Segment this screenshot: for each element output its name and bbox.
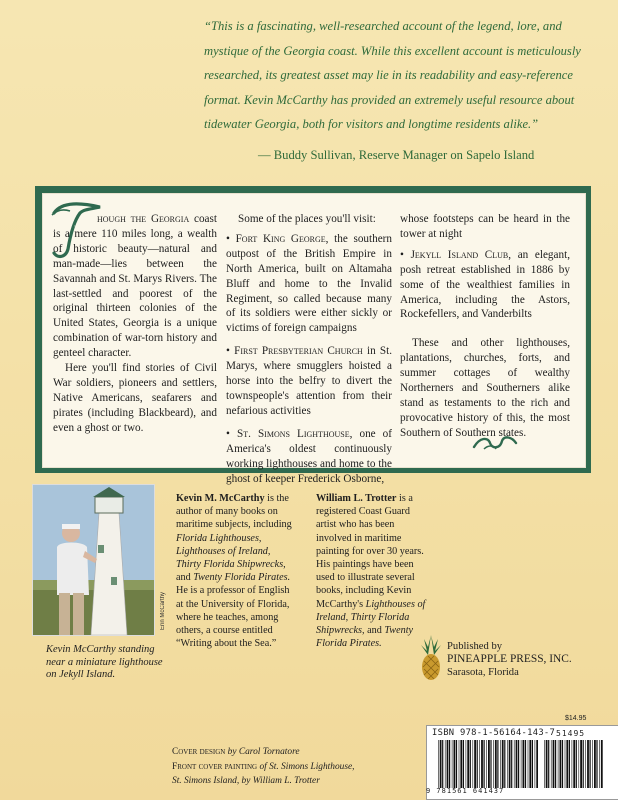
barcode-bar xyxy=(601,740,603,788)
barcode-addon-bars xyxy=(544,740,604,788)
lead-in-text: coast is a mere 110 miles long, a wealth of historic beauty—natural and man-made—lies between the Savannah and St. Marys Rivers. The last-settled and poorest of the original thirteen colonies of the United States, Georgia is a unique combination of war-torn history and genteel character. xyxy=(53,213,217,360)
barcode-bar xyxy=(490,740,491,788)
barcode-bar xyxy=(488,740,490,788)
flourish-ornament-icon xyxy=(470,433,520,453)
price-label: $14.95 xyxy=(565,715,587,722)
barcode-bar xyxy=(569,740,570,788)
barcode-bar xyxy=(562,740,563,788)
place-item: • First Presbyterian Church in St. Marys, where smugglers hoisted a horse into the belfry to divert the townspeople's attention from their nefarious activities xyxy=(226,345,393,417)
barcode-bar xyxy=(481,740,483,788)
description-column-1 xyxy=(53,212,217,436)
barcode-bar xyxy=(460,740,462,788)
intro-paragraph-2: Here you'll find stories of Civil War soldiers, pioneers and settlers, Native Americans, seafarers and pirates (including Blackbeard), and even a ghost or two. xyxy=(53,362,217,434)
barcode-bar xyxy=(484,740,485,788)
barcode-bar xyxy=(511,740,512,788)
author-bio: Kevin M. McCarthy is the author of many books on maritime subjects, including Florida Lighthouses, Lighthouses of Ireland, Thirty Florida Shipwrecks, and Twenty Florida Pirates. He is a professor of English at the University of Florida, where he teaches, among others, a course entitled “Writing about the Sea.” xyxy=(176,493,292,650)
barcode-bars xyxy=(438,740,538,788)
closing-paragraph: These and other lighthouses, plantations, churches, forts, and summer cottages of wealthy Northerners and Southerners alike stand as testaments to the rich and provocative history of this, the most Southern of Southern states. xyxy=(400,337,570,439)
author-photo xyxy=(32,484,155,636)
place-item: • St. Simons Lighthouse, one of America's oldest continuously working lighthouses and home to the ghost of keeper Frederick Osborne, xyxy=(226,427,392,485)
barcode-bar xyxy=(553,740,555,788)
barcode-bar xyxy=(583,740,584,788)
photo-caption: Kevin McCarthy standing near a miniature lighthouse on Jekyll Island. xyxy=(46,644,163,680)
barcode-bar xyxy=(579,740,580,788)
barcode-bar xyxy=(560,740,562,788)
barcode-bar xyxy=(596,740,597,788)
barcode-bar xyxy=(558,740,559,788)
barcode-bar xyxy=(580,740,582,788)
barcode-bar xyxy=(447,740,449,788)
barcode-bar xyxy=(467,740,469,788)
barcode-bar xyxy=(459,740,460,788)
barcode-bar xyxy=(544,740,545,788)
endorsement-quote: “This is a fascinating, well-researched account of the legend, lore, and mystique of the Georgia coast. While this excellent account is meticulously researched, its greatest asset may lie in its readability and easy-reference format. Kevin McCarthy has provided an extremely useful resource about tidewater Georgia, both for visitors and longtime residents alike.” xyxy=(204,19,581,131)
barcode-bar xyxy=(535,740,536,788)
barcode-bar xyxy=(528,740,529,788)
barcode-bar xyxy=(523,740,525,788)
barcode-bar xyxy=(509,740,511,788)
barcode-bar xyxy=(504,740,505,788)
barcode-bar xyxy=(456,740,457,788)
barcode-bar xyxy=(454,740,456,788)
barcode-bar xyxy=(548,740,549,788)
barcode-bar xyxy=(449,740,450,788)
cover-credits: Cover design by Carol Tornatore Front cover painting of St. Simons Lighthouse, St. Simons Island, by William L. Trotter xyxy=(172,747,355,786)
barcode-bar xyxy=(495,740,497,788)
barcode-bar xyxy=(518,740,519,788)
barcode-bar xyxy=(497,740,498,788)
dropcap-text: T xyxy=(74,226,76,228)
barcode-bar xyxy=(585,740,586,788)
description-column-3 xyxy=(400,212,570,441)
barcode-bar xyxy=(502,740,504,788)
barcode-bar xyxy=(440,740,442,788)
place-item: • Fort King George, the southern outpost of the British Empire in North America, built on Altamaha Bluff and home to the Invalid Regiment, so called because many of its soldiers were either sickly or victims of foreign campaigns xyxy=(226,232,392,335)
barcode-bar xyxy=(573,740,575,788)
barcode-bar xyxy=(525,740,526,788)
publisher-block xyxy=(447,640,572,679)
barcode-bar xyxy=(473,740,474,788)
barcode-digits: 9 781561 641437 xyxy=(426,787,505,795)
barcode-bar xyxy=(474,740,476,788)
endorsement-attribution: — Buddy Sullivan, Reserve Manager on Sapelo Island xyxy=(258,148,535,162)
places-intro: Some of the places you'll visit: xyxy=(238,213,376,225)
photo-credit: Erin McCarthy xyxy=(160,591,166,630)
barcode-addon-digits: 51495 xyxy=(556,729,586,738)
barcode-bar xyxy=(590,740,591,788)
barcode-bar xyxy=(599,740,600,788)
barcode-bar xyxy=(493,740,494,788)
barcode-bar xyxy=(500,740,501,788)
barcode-bar xyxy=(516,740,518,788)
barcode-bar xyxy=(452,740,453,788)
barcode-bar xyxy=(442,740,443,788)
barcode-bar xyxy=(551,740,552,788)
barcode-bar xyxy=(479,740,480,788)
publisher-name: PINEAPPLE PRESS, INC. xyxy=(447,653,572,665)
artist-name: William L. Trotter xyxy=(316,493,397,504)
cover-design-label: Cover design xyxy=(172,747,226,757)
place-item: • Jekyll Island Club, an elegant, posh retreat established in 1886 by some of the wealthiest families in America, including the Astors, Rockefellers, and Vanderbilts xyxy=(400,248,570,321)
barcode-bar xyxy=(587,740,589,788)
barcode-bar xyxy=(594,740,596,788)
barcode-bar xyxy=(463,740,464,788)
barcode-bar xyxy=(470,740,471,788)
description-column-2 xyxy=(226,212,392,486)
barcode-bar xyxy=(529,740,531,788)
barcode-bar xyxy=(532,740,533,788)
pineapple-logo-icon xyxy=(418,633,444,683)
barcode-bar xyxy=(477,740,478,788)
publisher-label: Published by xyxy=(447,641,503,652)
artist-bio: William L. Trotter is a registered Coast Guard artist who has been involved in maritime painting for over 30 years. His paintings have been used to illustrate several books, including Kevin McCarthy's Lighthouses of Ireland, Thirty Florida Shipwrecks, and Twenty Florida Pirates. xyxy=(316,493,426,650)
barcode-bar xyxy=(566,740,568,788)
barcode-bar xyxy=(521,740,522,788)
lead-in-caps: hough the Georgia xyxy=(97,213,190,225)
barcode-bar xyxy=(546,740,548,788)
barcode-bar xyxy=(565,740,566,788)
barcode-bar xyxy=(507,740,508,788)
barcode-bar xyxy=(572,740,573,788)
barcode-bar xyxy=(576,740,577,788)
author-name: Kevin M. McCarthy xyxy=(176,493,265,504)
isbn-text: ISBN 978-1-56164-143-7 xyxy=(432,728,556,738)
barcode-bar xyxy=(438,740,439,788)
barcode-bar xyxy=(466,740,467,788)
publisher-city: Sarasota, Florida xyxy=(447,667,519,678)
place-continuation: whose footsteps can be heard in the tower at night xyxy=(400,213,570,240)
barcode-bar xyxy=(592,740,593,788)
cover-painting-label: Front cover painting xyxy=(172,761,258,772)
barcode-bar xyxy=(536,740,538,788)
barcode-bar xyxy=(445,740,446,788)
barcode-bar xyxy=(514,740,515,788)
barcode-bar xyxy=(486,740,487,788)
barcode-bar xyxy=(555,740,556,788)
